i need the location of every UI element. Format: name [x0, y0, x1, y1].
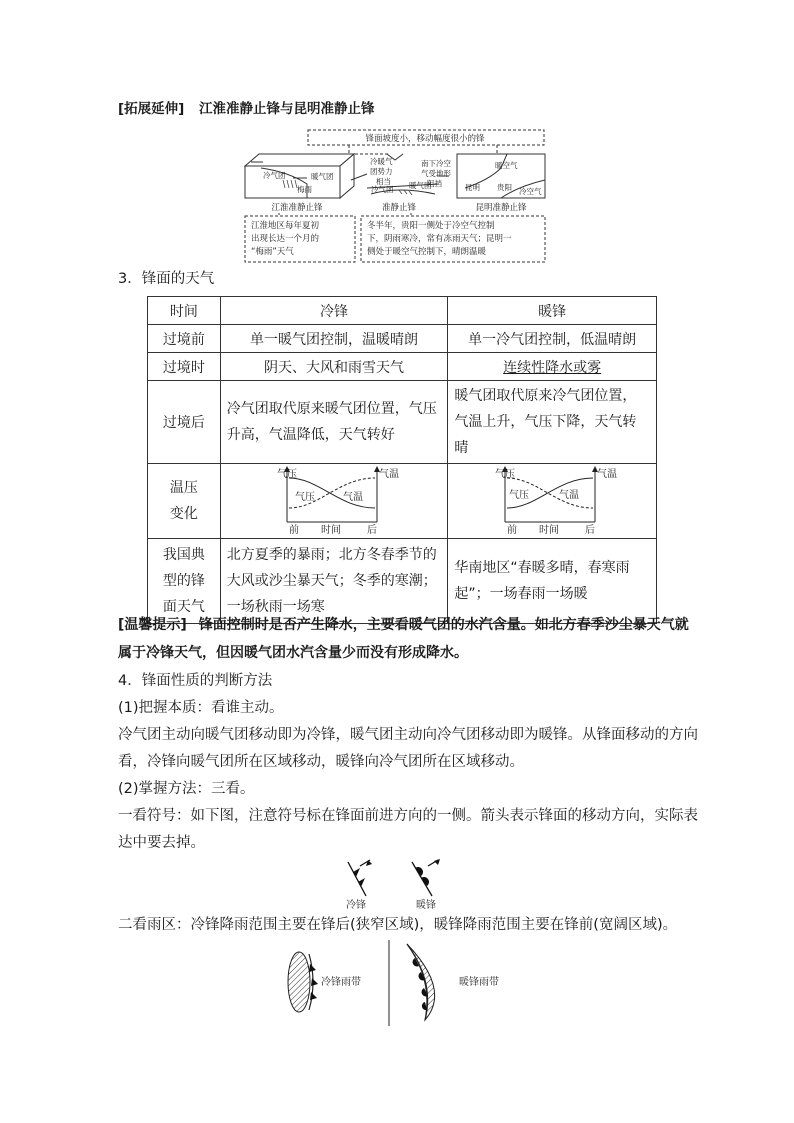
- mid-balance-3: 相当: [376, 177, 391, 186]
- warm-y-right: 气温: [597, 469, 618, 480]
- rain-belts: [283, 940, 513, 1026]
- warm-front-symbol: [412, 859, 440, 896]
- section3-heading: 3．锋面的天气: [118, 271, 215, 287]
- mid-balance-1: 冷暖气: [370, 157, 393, 166]
- cold-curve-pressure: 气压: [295, 492, 316, 503]
- extension-header: [118, 97, 375, 117]
- table-row: [148, 353, 657, 381]
- cold-y-right: 气温: [379, 469, 400, 480]
- front-weather-table: [147, 296, 657, 624]
- right-south-2: 气受地形: [421, 169, 451, 178]
- section4-p2-2: 看，冷锋向暖气团所在区域移动，暖锋向冷气团所在区域移动。: [118, 754, 524, 770]
- section4-p3: (2)掌握方法：三看。: [118, 781, 255, 797]
- th-cold: 冷锋: [220, 297, 448, 325]
- mid-caption: 准静止锋: [381, 203, 417, 213]
- cold-cell: 单一暖气团控制，温暖晴朗: [220, 325, 448, 353]
- cold-x-start: 前: [289, 525, 300, 534]
- tip-text-2: 属于冷锋天气，但因暖气团水汽含量少而没有形成降水。: [118, 645, 468, 661]
- stationary-front-diagram: [239, 128, 551, 264]
- extension-tag: [拓展延伸]: [118, 101, 185, 117]
- warm-passing-text: 连续性降水或雾: [503, 359, 602, 376]
- th-warm: 暖锋: [448, 297, 657, 325]
- cold-rain-band: [288, 952, 318, 1012]
- temp-label-2: 变化: [169, 506, 198, 522]
- warm-cell: 华南地区“春暖多晴，春寒雨起”；一场春雨一场暖: [448, 539, 657, 624]
- warm-rain-band: [407, 944, 435, 1020]
- top-note-text: 锋面坡度小，移动幅度很小的锋: [365, 134, 485, 144]
- warm-front-label: 暖锋: [416, 900, 436, 910]
- jh-warm-mass: 暖气团: [311, 172, 334, 181]
- section4-p1: (1)把握本质：看谁主动。: [118, 700, 284, 716]
- row-label: [148, 539, 221, 624]
- cold-cell: 北方夏季的暴雨；北方冬春季节的大风或沙尘暴天气；冬季的寒潮；一场秋雨一场寒: [220, 539, 448, 624]
- jh-caption: 江淮准静止锋: [271, 203, 323, 213]
- warm-cell: 单一冷气团控制，低温晴朗: [448, 325, 657, 353]
- table-row: [148, 381, 657, 464]
- mid-warm-label: 暖气团: [409, 181, 432, 190]
- kunming-block: [457, 154, 545, 198]
- row-label: [148, 464, 221, 539]
- section4-p5: 二看雨区：冷锋降雨范围主要在锋后(狭窄区域)，暖锋降雨范围主要在锋前(宽阔区域)。: [118, 917, 678, 933]
- cold-front-label: 冷锋: [346, 900, 366, 910]
- tip-line-1: [118, 612, 689, 639]
- extension-title: 江淮准静止锋与昆明准静止锋: [199, 101, 375, 117]
- jianghuai-block: [245, 154, 354, 198]
- mid-cold-label: 冷气团: [371, 185, 394, 194]
- warm-x-end: 后: [585, 525, 596, 534]
- section4-p2-1: 冷气团主动向暖气团移动即为冷锋，暖气团主动向冷气团移动即为暖锋。从锋面移动的方向: [118, 727, 698, 743]
- table-row: [148, 464, 657, 539]
- warm-curve-pressure: 气压: [509, 490, 530, 501]
- warm-x-start: 前: [507, 525, 518, 534]
- section4-heading: 4．锋面性质的判断方法: [118, 673, 273, 689]
- km-caption: 昆明准静止锋: [475, 203, 527, 213]
- row-label: 过境后: [148, 381, 221, 464]
- cold-curve-temp: 气温: [343, 492, 364, 503]
- cold-front-symbol: [348, 860, 372, 896]
- section4-p4-2: 达中要去掉。: [118, 835, 205, 851]
- stationary-front-svg: [239, 128, 551, 264]
- warm-curve-temp: 气温: [559, 490, 580, 501]
- cold-y-left: 气压: [277, 469, 298, 480]
- cold-tp-chart: [269, 464, 399, 534]
- row-label: 过境时: [148, 353, 221, 381]
- right-south-1: 南下冷空: [421, 159, 451, 168]
- cold-cell: 冷气团取代原来暖气团位置，气压升高，气温降低，天气转好: [220, 381, 448, 464]
- warm-tp-chart: [487, 464, 617, 534]
- cold-x-mid: 时间: [321, 525, 342, 534]
- right-guiyang: 贵阳: [497, 183, 512, 192]
- cold-cell: 阴天、大风和雨雪天气: [220, 353, 448, 381]
- warm-rain-label: 暖锋雨带: [459, 977, 499, 988]
- middle-block: [351, 156, 451, 195]
- typ-label-3: 面天气: [162, 599, 205, 615]
- warm-cell: [448, 353, 657, 381]
- typ-label-1: 我国典: [162, 547, 205, 563]
- table-row: [148, 539, 657, 624]
- jh-cold-mass: 冷气团: [263, 171, 286, 180]
- cold-x-end: 后: [367, 525, 378, 534]
- right-cold-air: 冷空气: [519, 187, 542, 196]
- cold-rain-label: 冷锋雨带: [321, 977, 361, 988]
- typ-label-2: 型的锋: [162, 573, 205, 589]
- tip-text-1: 锋面控制时是否产生降水，主要看暖气团的水汽含量。如北方春季沙尘暴天气就: [198, 617, 689, 633]
- table-header-row: [148, 297, 657, 325]
- th-time: 时间: [148, 297, 221, 325]
- table-row: [148, 325, 657, 353]
- row-label: 过境前: [148, 325, 221, 353]
- cold-chart-cell: [220, 464, 448, 539]
- tip-tag: [温馨提示]: [118, 617, 187, 633]
- warm-chart-cell: [448, 464, 657, 539]
- right-kunming: 昆明: [465, 183, 480, 192]
- section4-p4-1: 一看符号：如下图，注意符号标在锋面前进方向的一侧。箭头表示锋面的移动方向，实际表: [118, 808, 698, 824]
- front-symbols: [336, 858, 456, 910]
- front-symbols-svg: [336, 858, 456, 910]
- jh-meiyu: 梅雨: [297, 185, 312, 194]
- right-warm-air: 暖空气: [495, 161, 518, 170]
- right-south-3: 阻挡: [427, 179, 442, 188]
- warm-x-mid: 时间: [539, 525, 560, 534]
- left-note-text: 江淮地区每年夏初 出现长达一个月的 “梅雨”天气: [251, 221, 320, 257]
- rain-belts-svg: [283, 940, 513, 1026]
- warm-y-left: 气压: [495, 469, 516, 480]
- warm-cell: 暖气团取代原来冷气团位置，气温上升，气压下降，天气转晴: [448, 381, 657, 464]
- right-note-text: 冬半年，贵阳一侧处于冷空气控制 下，阴雨寒冷，常有冻雨天气；昆明一 侧处于暖空气控制下，晴朗温暖: [367, 221, 512, 257]
- mid-balance-2: 团势力: [370, 167, 393, 176]
- temp-label-1: 温压: [169, 480, 198, 496]
